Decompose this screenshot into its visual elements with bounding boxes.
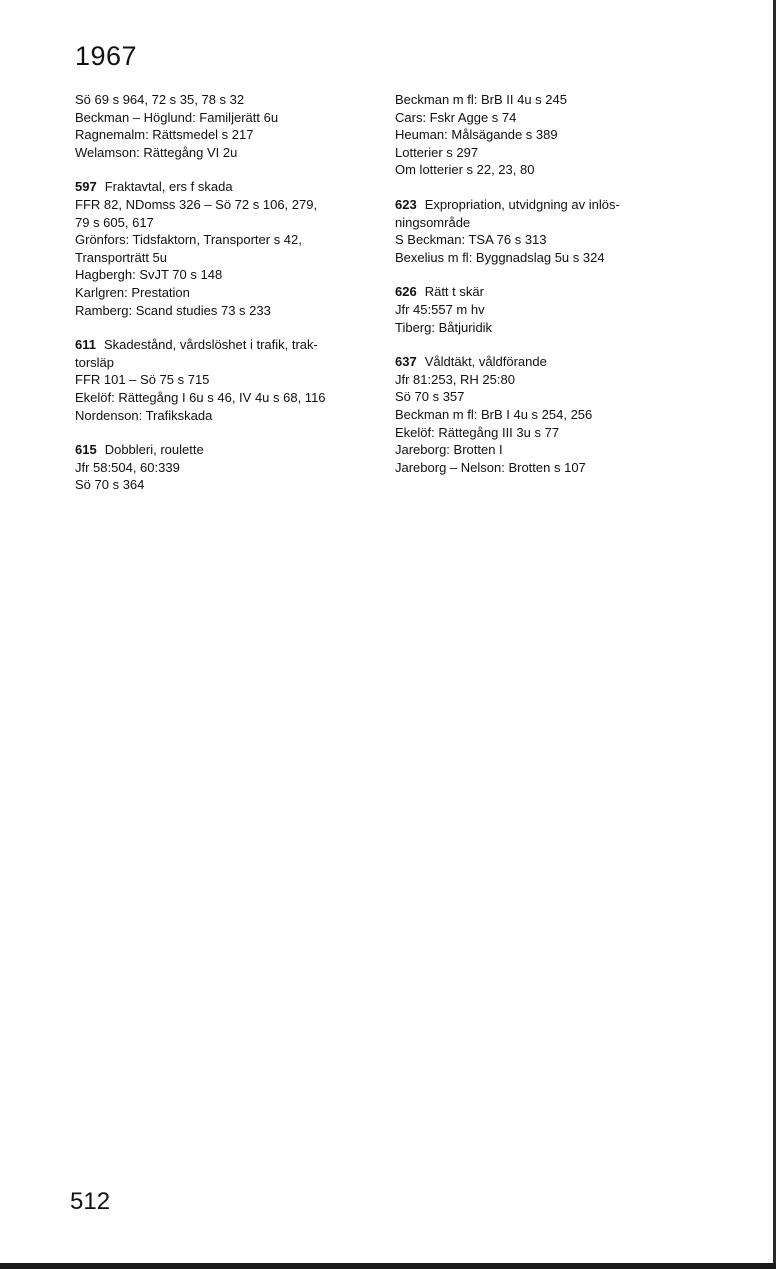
entry-number: 623 [395, 196, 417, 212]
page-number: 512 [70, 1188, 111, 1215]
entry-line: Karlgren: Prestation [75, 284, 190, 300]
entry-heading [395, 353, 665, 371]
entry-title: Fraktavtal, ers f skada [104, 179, 233, 195]
entry-heading [75, 441, 375, 459]
entry-line: Ekelöf: Rättegång III 3u s 77 [395, 424, 560, 440]
entry-line: Sö 70 s 364 [75, 477, 145, 493]
entry-title: Skadestånd, vårdslöshet i trafik, trak- [103, 337, 318, 353]
entry-line: Heuman: Målsägande s 389 [395, 127, 558, 143]
entry-597 [75, 178, 375, 319]
entry-line: Jfr 45:557 m hv [395, 301, 485, 317]
entry-line: Jfr 58:504, 60:339 [75, 459, 180, 475]
entry-line: Lotterier s 297 [395, 144, 479, 160]
entry-line: Jareborg – Nelson: Brotten s 107 [395, 459, 586, 475]
right-column [395, 91, 665, 493]
entry-line: Beckman m fl: BrB II 4u s 245 [395, 92, 567, 107]
entry-637 [395, 353, 665, 476]
entry-line: Sö 70 s 357 [395, 389, 465, 405]
entry-title: Rätt t skär [424, 284, 484, 300]
entry-623 [395, 196, 665, 266]
entry-line: Grönfors: Tidsfaktorn, Transporter s 42, [75, 232, 302, 248]
entry-line: Hagbergh: SvJT 70 s 148 [75, 267, 223, 283]
entry-line: Cars: Fskr Agge s 74 [395, 109, 517, 125]
entry-number: 637 [395, 354, 417, 370]
entry-heading [395, 283, 665, 301]
entry-heading [75, 178, 375, 196]
entry-line: Ragnemalm: Rättsmedel s 217 [75, 127, 254, 143]
entry-line: ningsområde [395, 214, 471, 230]
entry-line: Om lotterier s 22, 23, 80 [395, 162, 535, 178]
entry-615 [75, 441, 375, 494]
entry-line: S Beckman: TSA 76 s 313 [395, 232, 547, 248]
entry-number: 597 [75, 179, 97, 195]
entry-heading [395, 196, 665, 214]
entry-number: 626 [395, 284, 417, 300]
entry-line: Ekelöf: Rättegång I 6u s 46, IV 4u s 68, 116 [75, 389, 326, 405]
entry-line: torsläp [75, 354, 115, 370]
entry-line: Ramberg: Scand studies 73 s 233 [75, 302, 271, 318]
entry-line: 79 s 605, 617 [75, 214, 154, 230]
entry-line: Sö 69 s 964, 72 s 35, 78 s 32 [75, 92, 245, 107]
entry-line: FFR 101 – Sö 75 s 715 [75, 372, 210, 388]
entry-line: Nordenson: Trafikskada [75, 407, 213, 423]
left-column [75, 91, 375, 511]
entry-line: Transporträtt 5u [75, 249, 168, 265]
entry-heading [75, 336, 375, 354]
entry-line: Beckman – Höglund: Familjerätt 6u [75, 109, 279, 125]
entry-number: 615 [75, 442, 97, 458]
entry-line: FFR 82, NDomss 326 – Sö 72 s 106, 279, [75, 196, 318, 212]
entry-continued [395, 91, 665, 179]
entry-line: Jfr 81:253, RH 25:80 [395, 371, 515, 387]
entry-line: Jareborg: Brotten I [395, 442, 503, 458]
entry-611 [75, 336, 375, 424]
entry-continued [75, 91, 375, 161]
entry-line: Welamson: Rättegång VI 2u [75, 144, 238, 160]
entry-title: Expropriation, utvidgning av inlös- [424, 196, 620, 212]
entry-line: Tiberg: Båtjuridik [395, 319, 493, 335]
entry-626 [395, 283, 665, 336]
entry-title: Dobbleri, roulette [104, 442, 204, 458]
scan-edge-bottom [0, 1263, 776, 1269]
entry-line: Beckman m fl: BrB I 4u s 254, 256 [395, 406, 593, 422]
entry-number: 611 [75, 337, 96, 353]
page-year-heading: 1967 [75, 41, 138, 71]
entry-title: Våldtäkt, våldförande [424, 354, 547, 370]
entry-line: Bexelius m fl: Byggnadslag 5u s 324 [395, 249, 605, 265]
